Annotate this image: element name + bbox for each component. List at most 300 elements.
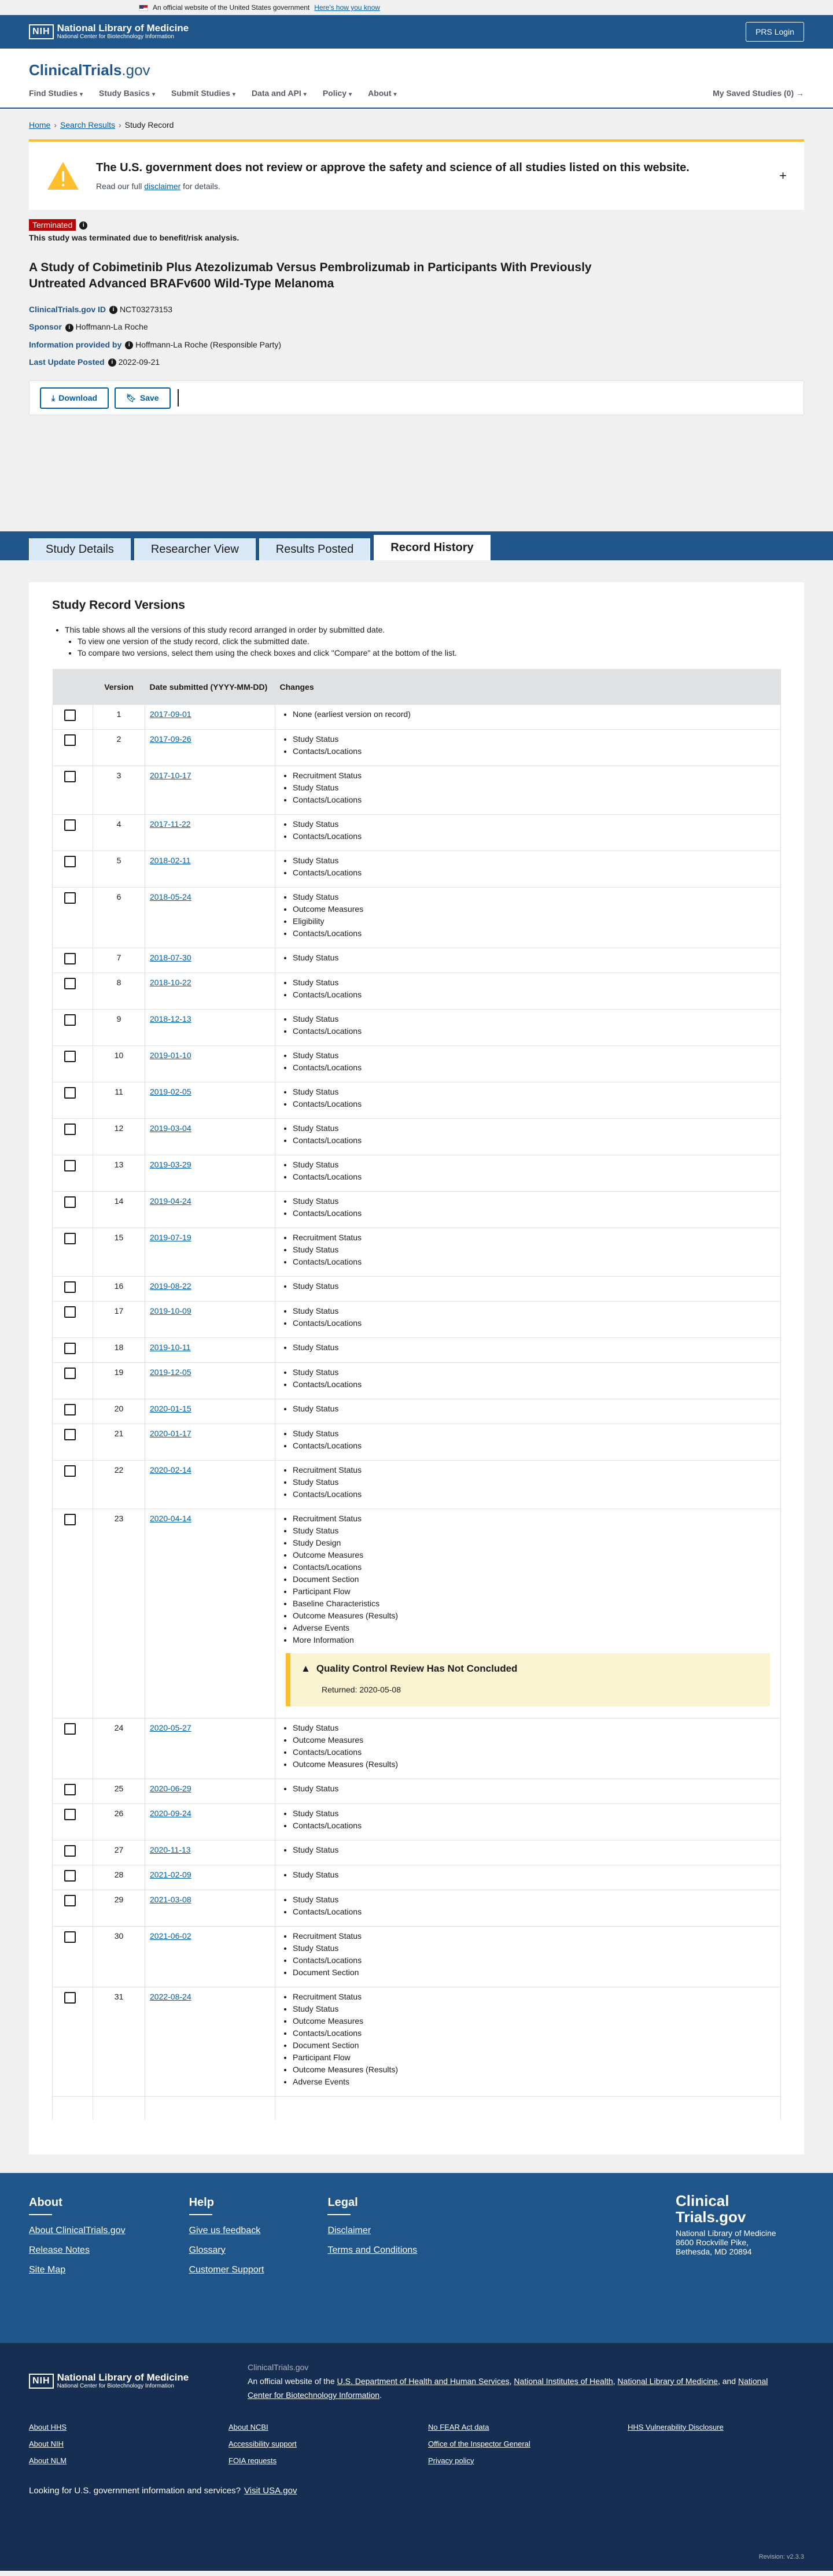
version-row (53, 1338, 781, 1363)
chevron-down-icon: ▾ (303, 91, 307, 98)
compare-checkbox[interactable] (64, 1306, 76, 1318)
change-item: • Contacts/Locations (293, 1062, 776, 1074)
version-date-link[interactable]: 2017-09-26 (150, 734, 191, 744)
chevron-down-icon: ▾ (80, 91, 83, 98)
status-badge: Terminated (29, 219, 76, 231)
version-number: 21 (93, 1424, 145, 1461)
change-item: • Document Section (293, 1573, 776, 1585)
alert-text: Read our full disclaimer for details. (96, 181, 220, 191)
version-date-link[interactable]: 2020-01-17 (150, 1429, 191, 1438)
changes-list (280, 1122, 776, 1147)
expand-plus-icon[interactable]: + (779, 168, 787, 183)
agency-links (29, 2423, 804, 2465)
change-item: • Study Status (293, 1013, 776, 1025)
nlm-title: National Library of Medicine (57, 23, 189, 34)
change-item: • Contacts/Locations (293, 1207, 776, 1219)
alert-title: The U.S. government does not review or approve the safety and science of all studies listed on this website. (96, 161, 690, 174)
compare-checkbox[interactable] (64, 1784, 76, 1795)
change-item: • Adverse Events (293, 2076, 776, 2088)
change-item: • Contacts/Locations (293, 1378, 776, 1391)
nav-item-submit-studies[interactable]: Submit Studies ▾ (171, 88, 235, 98)
official-site-text: ClinicalTrials.gov An official website of the U.S. Department of Health and Human Services, National Institutes of Health, National Library of Medicine, and National Center for Biotechnology Information. (248, 2362, 768, 2400)
changes-list (280, 1991, 776, 2088)
version-number: 3 (93, 766, 145, 815)
change-item: • Contacts/Locations (293, 1561, 776, 1573)
version-date-link[interactable]: 2017-11-22 (150, 819, 191, 829)
version-number: 29 (93, 1890, 145, 1927)
agency-link[interactable]: Office of the Inspector General (428, 2439, 530, 2448)
version-date-link[interactable]: 2021-06-02 (150, 1931, 191, 1941)
clinicaltrials-logo[interactable]: ClinicalTrials.gov (29, 61, 150, 79)
usa-gov: Looking for U.S. government information and services? Visit USA.gov (29, 2485, 297, 2496)
footer-link[interactable]: Customer Support (189, 2264, 264, 2275)
compare-checkbox[interactable] (64, 1368, 76, 1379)
tab-researcher-view[interactable]: Researcher View (134, 538, 256, 560)
change-item: • Contacts/Locations (293, 1098, 776, 1110)
version-date-link[interactable]: 2020-02-14 (150, 1465, 191, 1474)
change-item: • Study Status (293, 733, 776, 745)
compare-checkbox[interactable] (64, 978, 76, 989)
change-item: • Study Status (293, 1942, 776, 1954)
version-row (53, 705, 781, 730)
change-item: • Contacts/Locations (293, 1134, 776, 1147)
compare-checkbox[interactable] (64, 1992, 76, 2004)
change-item: • Study Status (293, 855, 776, 867)
changes-list (280, 1086, 776, 1110)
nih-logo[interactable] (29, 23, 189, 40)
compare-checkbox[interactable] (64, 892, 76, 904)
change-item: • Contacts/Locations (293, 745, 776, 757)
change-item: • Study Status (293, 1783, 776, 1795)
version-number: 27 (93, 1840, 145, 1865)
compare-checkbox[interactable] (64, 1845, 76, 1857)
saved-studies-link[interactable]: My Saved Studies (0) → (713, 88, 804, 98)
footer-link[interactable]: Give us feedback (189, 2225, 261, 2235)
site-header (0, 49, 833, 109)
version-number: 28 (93, 1865, 145, 1890)
change-item: • Outcome Measures (Results) (293, 1758, 776, 1771)
change-item: • Contacts/Locations (293, 830, 776, 842)
chevron-down-icon: ▾ (232, 91, 235, 98)
usa-gov-link[interactable]: Visit USA.gov (244, 2485, 297, 2496)
record-tabs (0, 531, 833, 560)
qc-returned: Returned: 2020-05-08 (322, 1685, 401, 1694)
change-item: • Recruitment Status (293, 1991, 776, 2003)
warning-icon (46, 161, 80, 191)
version-date-link[interactable]: 2020-06-29 (150, 1784, 191, 1793)
change-item: • Adverse Events (293, 1622, 776, 1634)
version-row (53, 948, 781, 973)
footer-link[interactable]: Terms and Conditions (327, 2245, 418, 2255)
change-item: • Contacts/Locations (293, 794, 776, 806)
version-date-link[interactable]: 2019-08-22 (150, 1281, 191, 1291)
version-number: 7 (93, 948, 145, 973)
version-date-link[interactable]: 2021-02-09 (150, 1870, 191, 1879)
version-row (53, 1277, 781, 1302)
sponsor-value: Hoffmann-La Roche (75, 322, 148, 332)
version-number: 10 (93, 1046, 145, 1082)
compare-checkbox[interactable] (64, 1123, 76, 1135)
footer-link[interactable]: Disclaimer (327, 2225, 371, 2235)
info-icon[interactable]: i (65, 324, 73, 332)
version-number: 30 (93, 1927, 145, 1987)
study-header (0, 210, 833, 531)
breadcrumb-home[interactable]: Home (29, 120, 51, 130)
nav-item-find-studies[interactable]: Find Studies ▾ (29, 88, 83, 98)
changes-list (280, 1869, 776, 1881)
footer-link[interactable]: Glossary (189, 2245, 226, 2255)
version-row (53, 1302, 781, 1338)
change-item: • Contacts/Locations (293, 1954, 776, 1967)
change-item: • Participant Flow (293, 2052, 776, 2064)
changes-list (280, 1464, 776, 1500)
change-item: • Baseline Characteristics (293, 1598, 776, 1610)
version-number: 24 (93, 1718, 145, 1779)
nih-link[interactable]: National Institutes of Health (514, 2376, 613, 2386)
chevron-down-icon: ▾ (152, 91, 155, 98)
nav-item-policy[interactable]: Policy ▾ (322, 88, 352, 98)
version-row (53, 973, 781, 1010)
save-button[interactable]: 🔖︎ Save (115, 387, 170, 409)
version-number: 12 (93, 1119, 145, 1155)
changes-list (280, 1894, 776, 1918)
footer-legal: Legal Disclaimer Terms and Conditions (327, 2196, 418, 2255)
change-item: • Contacts/Locations (293, 1025, 776, 1037)
changes-list (280, 770, 776, 806)
changes-list (280, 1280, 776, 1292)
version-date-link[interactable]: 2019-03-04 (150, 1123, 191, 1133)
version-row (53, 1890, 781, 1927)
version-number: 14 (93, 1192, 145, 1228)
change-item: • Study Status (293, 2003, 776, 2015)
compare-checkbox[interactable] (64, 1895, 76, 1906)
agency-link[interactable]: About NIH (29, 2439, 64, 2448)
compare-checkbox[interactable] (64, 953, 76, 964)
version-date-link[interactable]: 2019-03-29 (150, 1160, 191, 1169)
agency-link[interactable]: FOIA requests (228, 2456, 277, 2465)
change-item: • Contacts/Locations (293, 1488, 776, 1500)
version-row (53, 1779, 781, 1804)
tab-record-history[interactable]: Record History (374, 535, 490, 560)
changes-list (280, 1808, 776, 1832)
info-icon[interactable]: i (108, 359, 116, 367)
compare-checkbox[interactable] (64, 1160, 76, 1171)
change-item: • Study Status (293, 1244, 776, 1256)
nav-item-study-basics[interactable]: Study Basics ▾ (99, 88, 155, 98)
change-item: • None (earliest version on record) (293, 708, 776, 720)
version-date-link[interactable]: 2021-03-08 (150, 1895, 191, 1904)
change-item: • Recruitment Status (293, 770, 776, 782)
warning-icon: ▲ (301, 1663, 311, 1674)
agency-link[interactable]: HHS Vulnerability Disclosure (628, 2422, 724, 2431)
main-nav (29, 88, 804, 98)
compare-checkbox[interactable] (64, 1087, 76, 1099)
change-item: • Study Status (293, 782, 776, 794)
version-date-link[interactable]: 2019-07-19 (150, 1233, 191, 1242)
version-date-link[interactable]: 2018-02-11 (150, 856, 191, 865)
change-item: • Study Status (293, 1869, 776, 1881)
version-row (53, 815, 781, 851)
change-item: • Study Status (293, 1086, 776, 1098)
version-date-link[interactable]: 2020-09-24 (150, 1809, 191, 1818)
change-item: • Study Status (293, 977, 776, 989)
version-row (53, 1461, 781, 1509)
change-item: • Contacts/Locations (293, 1256, 776, 1268)
change-item: • Study Status (293, 1844, 776, 1856)
change-item: • Contacts/Locations (293, 2027, 776, 2039)
change-item: • Outcome Measures (293, 1734, 776, 1746)
us-flag-icon (139, 5, 148, 11)
version-date-link[interactable]: 2018-07-30 (150, 953, 191, 962)
ncbi-link[interactable]: National Center for Biotechnology Information (248, 2376, 768, 2400)
version-date-link[interactable]: 2019-02-05 (150, 1087, 191, 1096)
compare-checkbox[interactable] (64, 1281, 76, 1293)
version-row (53, 1718, 781, 1779)
change-item: • Study Status (293, 1525, 776, 1537)
agency-link (628, 2440, 827, 2448)
changes-list (280, 1366, 776, 1391)
version-row (53, 1804, 781, 1840)
version-date-link[interactable]: 2020-05-27 (150, 1723, 191, 1732)
change-item: • Study Status (293, 1195, 776, 1207)
change-item: • Outcome Measures (Results) (293, 1610, 776, 1622)
version-date-link[interactable]: 2019-12-05 (150, 1368, 191, 1377)
revision: Revision: v2.3.3 (758, 2553, 804, 2560)
version-row (53, 1865, 781, 1890)
change-item: • Study Status (293, 1341, 776, 1354)
info-icon[interactable]: i (125, 341, 133, 349)
agency-footer (0, 2343, 833, 2571)
hhs-link[interactable]: U.S. Department of Health and Human Services (337, 2376, 510, 2386)
ncbi-subtitle: National Center for Biotechnology Information (57, 34, 174, 40)
agency-link[interactable]: Accessibility support (228, 2439, 297, 2448)
change-item: • Contacts/Locations (293, 1746, 776, 1758)
gov-banner (0, 0, 833, 15)
change-item: • Contacts/Locations (293, 989, 776, 1001)
agency-link[interactable]: About NLM (29, 2456, 67, 2465)
changes-list (280, 708, 776, 720)
compare-checkbox[interactable] (64, 771, 76, 782)
footer-link[interactable]: Site Map (29, 2264, 66, 2275)
change-item: • Study Status (293, 1722, 776, 1734)
versions-title: Study Record Versions (52, 598, 185, 612)
version-number: 22 (93, 1461, 145, 1509)
change-item: • Contacts/Locations (293, 1171, 776, 1183)
version-date-link[interactable]: 2018-12-13 (150, 1014, 191, 1023)
version-date-link[interactable]: 2022-08-24 (150, 1992, 191, 2001)
version-number: 31 (93, 1987, 145, 2097)
download-icon: ⤓ (51, 393, 56, 402)
study-id: NCT03273153 (119, 305, 172, 314)
version-row (53, 1046, 781, 1082)
compare-checkbox[interactable] (64, 734, 76, 746)
change-item: • Study Status (293, 818, 776, 830)
version-date-link[interactable]: 2017-09-01 (150, 709, 191, 719)
changes-list (280, 1930, 776, 1979)
change-item: • Study Status (293, 1049, 776, 1062)
change-item: • Outcome Measures (293, 903, 776, 915)
tab-study-details[interactable]: Study Details (29, 538, 131, 560)
version-date-link[interactable]: 2020-11-13 (150, 1845, 191, 1854)
version-row (53, 1987, 781, 2097)
version-number: 11 (93, 1082, 145, 1119)
version-row (53, 1840, 781, 1865)
version-date-link[interactable]: 2019-10-09 (150, 1306, 191, 1315)
change-item: • Study Status (293, 1366, 776, 1378)
change-item: • Study Status (293, 1159, 776, 1171)
change-item: • Study Status (293, 1305, 776, 1317)
breadcrumb-search-results[interactable]: Search Results (60, 120, 115, 130)
download-button[interactable]: ⤓ Download (40, 387, 109, 409)
info-icon[interactable]: i (79, 221, 87, 230)
changes-list (280, 891, 776, 940)
compare-checkbox[interactable] (64, 1051, 76, 1062)
study-meta: ClinicalTrials.gov ID i NCT03273153 Sponsor i Hoffmann-La Roche Information provided by i Hoffmann-La Roche (Responsible Party) Last Update Posted i 2022-09-21 (29, 305, 281, 367)
change-item: • Document Section (293, 2039, 776, 2052)
version-number: 16 (93, 1277, 145, 1302)
change-item: • Outcome Measures (293, 2015, 776, 2027)
version-number: 26 (93, 1804, 145, 1840)
compare-checkbox[interactable] (64, 1514, 76, 1525)
changes-list (280, 1232, 776, 1268)
version-row (53, 1363, 781, 1399)
footer-link[interactable]: Release Notes (29, 2245, 90, 2255)
agency-link[interactable]: About NCBI (228, 2422, 268, 2431)
nav-item-data-and-api[interactable]: Data and API ▾ (251, 88, 307, 98)
change-item: • Contacts/Locations (293, 867, 776, 879)
footer-link[interactable]: About ClinicalTrials.gov (29, 2225, 126, 2235)
how-you-know-link[interactable]: Here's how you know (314, 3, 380, 12)
version-date-link[interactable]: 2020-04-14 (150, 1514, 191, 1523)
agency-link[interactable]: Privacy policy (428, 2456, 474, 2465)
changes-list (280, 1159, 776, 1183)
version-number: 17 (93, 1302, 145, 1338)
agency-link[interactable]: No FEAR Act data (428, 2422, 489, 2431)
provided-by-value: Hoffmann-La Roche (Responsible Party) (135, 339, 281, 349)
compare-checkbox[interactable] (64, 1233, 76, 1244)
chevron-down-icon: ▾ (349, 91, 352, 98)
changes-list (280, 1428, 776, 1452)
version-row (53, 1192, 781, 1228)
site-footer (0, 2173, 833, 2343)
compare-checkbox[interactable] (64, 819, 76, 831)
qc-title: Quality Control Review Has Not Concluded (316, 1663, 518, 1674)
change-item: • Study Status (293, 1403, 776, 1415)
changes-list (280, 1013, 776, 1037)
qc-warning (286, 1653, 770, 1706)
version-date-link[interactable]: 2018-05-24 (150, 892, 191, 901)
version-number: 13 (93, 1155, 145, 1192)
changes-list (280, 1341, 776, 1354)
info-icon[interactable]: i (109, 306, 117, 314)
prs-login-button[interactable]: PRS Login (746, 22, 804, 42)
change-item: • Study Status (293, 1428, 776, 1440)
version-number: 25 (93, 1779, 145, 1804)
last-update-value: 2022-09-21 (118, 357, 160, 367)
version-row (53, 888, 781, 948)
changes-list (280, 1195, 776, 1219)
version-number: 9 (93, 1010, 145, 1046)
agency-link[interactable]: About HHS (29, 2422, 67, 2431)
compare-checkbox[interactable] (64, 1809, 76, 1820)
change-item: • Study Status (293, 1808, 776, 1820)
version-date-link[interactable]: 2019-04-24 (150, 1196, 191, 1206)
col-changes: Changes (275, 669, 781, 705)
change-item: • Contacts/Locations (293, 1440, 776, 1452)
record-history-section (0, 560, 833, 2173)
nlm-link[interactable]: National Library of Medicine (617, 2376, 718, 2386)
compare-checkbox[interactable] (64, 1343, 76, 1354)
nav-item-about[interactable]: About ▾ (368, 88, 397, 98)
version-row (53, 1010, 781, 1046)
disclaimer-link[interactable]: disclaimer (144, 181, 181, 191)
version-row (53, 1399, 781, 1424)
version-date-link[interactable]: 2019-01-10 (150, 1051, 191, 1060)
version-row (53, 1082, 781, 1119)
agency-link (628, 2456, 827, 2465)
compare-checkbox[interactable] (64, 1404, 76, 1415)
change-item: • Contacts/Locations (293, 927, 776, 940)
version-date-link[interactable]: 2020-01-15 (150, 1404, 191, 1413)
compare-checkbox[interactable] (64, 1723, 76, 1735)
version-row (53, 1509, 781, 1718)
change-item: • Contacts/Locations (293, 1317, 776, 1329)
gov-banner-text: An official website of the United States government (153, 3, 310, 12)
nih-abbr: NIH (29, 24, 54, 39)
version-number: 18 (93, 1338, 145, 1363)
change-item: • Document Section (293, 1967, 776, 1979)
arrow-right-icon: → (796, 88, 804, 98)
compare-checkbox[interactable] (64, 1465, 76, 1477)
nlm-footer-logo[interactable]: NIH National Library of Medicine National Center for Biotechnology Information (29, 2360, 231, 2402)
changes-list (280, 1049, 776, 1074)
changes-list (280, 1403, 776, 1415)
compare-checkbox[interactable] (64, 1429, 76, 1440)
change-item: • Contacts/Locations (293, 1820, 776, 1832)
change-item: • Contacts/Locations (293, 1906, 776, 1918)
compare-checkbox[interactable] (64, 1014, 76, 1026)
changes-list (280, 952, 776, 964)
version-number: 6 (93, 888, 145, 948)
change-item: • Study Design (293, 1537, 776, 1549)
compare-checkbox[interactable] (64, 1870, 76, 1882)
version-row (53, 1424, 781, 1461)
version-date-link[interactable]: 2017-10-17 (150, 771, 191, 780)
versions-card (29, 582, 804, 2154)
compare-checkbox[interactable] (64, 1196, 76, 1208)
bookmark-icon: 🔖︎ (126, 393, 137, 402)
version-date-link[interactable]: 2019-10-11 (150, 1343, 191, 1352)
changes-list (280, 1305, 776, 1329)
change-item: • Outcome Measures (Results) (293, 2064, 776, 2076)
version-row (53, 766, 781, 815)
change-item: • Participant Flow (293, 1585, 776, 1598)
tab-results-posted[interactable]: Results Posted (259, 538, 371, 560)
version-row (53, 1228, 781, 1277)
compare-checkbox[interactable] (64, 1931, 76, 1943)
footer-brand: Clinical Trials.gov National Library of Medicine 8600 Rockville Pike, Bethesda, MD 20894 (676, 2191, 776, 2256)
compare-checkbox[interactable] (64, 709, 76, 721)
version-row (53, 1155, 781, 1192)
version-date-link[interactable]: 2018-10-22 (150, 978, 191, 987)
change-item: • Recruitment Status (293, 1930, 776, 1942)
version-number: 15 (93, 1228, 145, 1277)
version-row (53, 851, 781, 888)
col-date: Date submitted (YYYY-MM-DD) (145, 669, 275, 705)
change-item: • Study Status (293, 1476, 776, 1488)
compare-checkbox[interactable] (64, 856, 76, 867)
changes-list (280, 1783, 776, 1795)
